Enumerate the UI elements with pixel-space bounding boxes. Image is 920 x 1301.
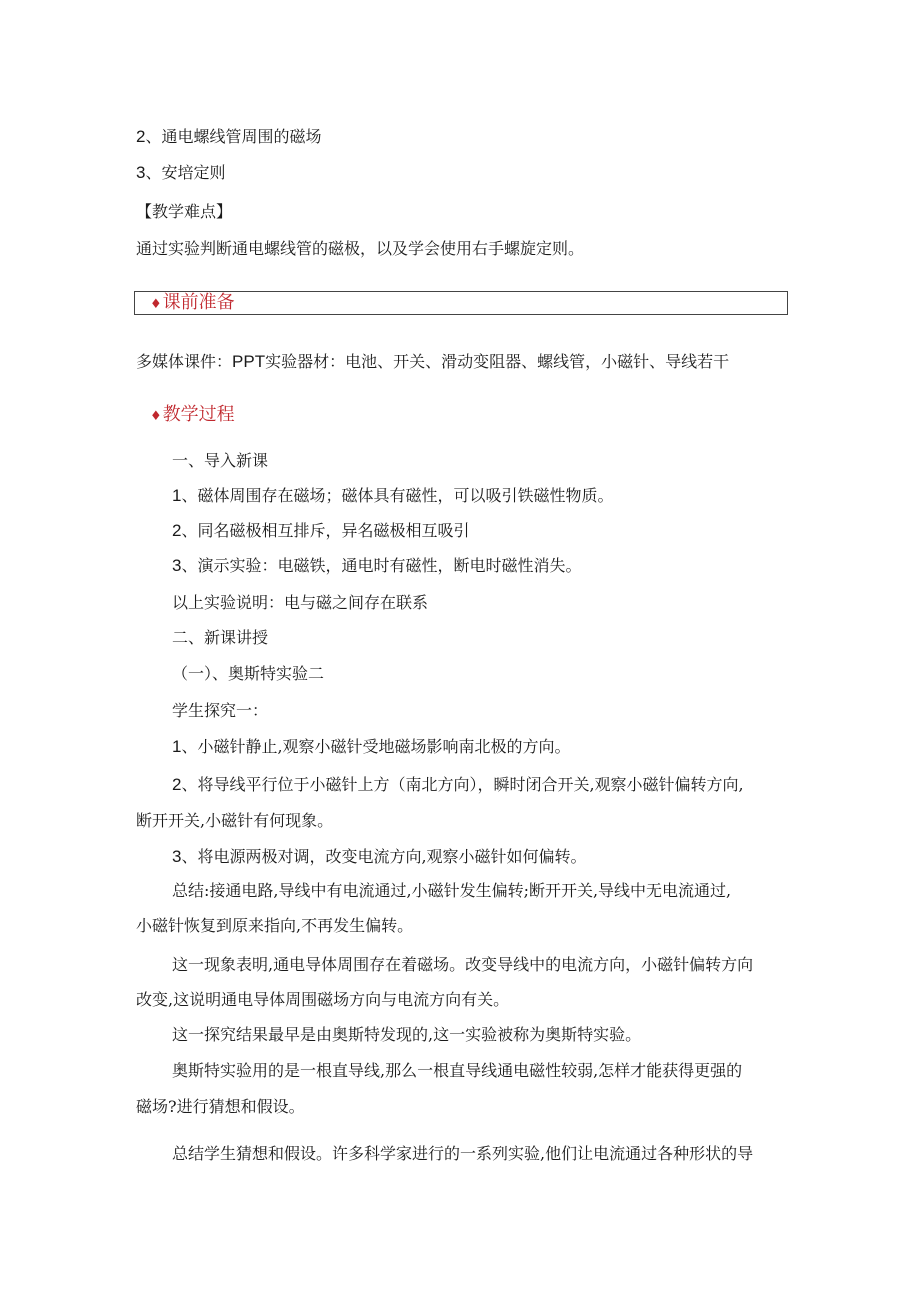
list-item: 3、演示实验：电磁铁，通电时有磁性，断电时磁性消失。 [172, 556, 582, 575]
paragraph-continuation: 改变,这说明通电导体周围磁场方向与电流方向有关。 [136, 990, 510, 1009]
list-item: 3、安培定则 [136, 163, 226, 182]
diamond-icon: ♦ [150, 297, 162, 312]
paragraph: 总结:接通电路,导线中有电流通过,小磁针发生偏转;断开开关,导线中无电流通过, [172, 881, 732, 900]
list-item: 2、通电螺线管周围的磁场 [136, 127, 322, 146]
list-item-continuation: 断开开关,小磁针有何现象。 [136, 811, 334, 830]
lecture-subheading: （一）、奥斯特实验二 [172, 664, 325, 683]
list-item: 2、同名磁极相互排斥，异名磁极相互吸引 [172, 521, 470, 540]
paragraph: 这一现象表明,通电导体周围存在着磁场。改变导线中的电流方向，小磁针偏转方向 [172, 955, 754, 974]
prep-section-title: ♦课前准备 [150, 292, 235, 313]
lecture-heading: 二、新课讲授 [172, 628, 269, 647]
diamond-icon: ♦ [150, 409, 162, 424]
difficulty-heading: 【教学难点】 [136, 202, 233, 221]
paragraph: 总结学生猜想和假设。许多科学家进行的一系列实验,他们让电流通过各种形状的导 [172, 1144, 754, 1163]
list-item: 1、小磁针静止,观察小磁针受地磁场影响南北极的方向。 [172, 737, 571, 756]
difficulty-text: 通过实验判断通电螺线管的磁极，以及学会使用右手螺旋定则。 [136, 239, 585, 258]
list-item: 1、磁体周围存在磁场；磁体具有磁性，可以吸引铁磁性物质。 [172, 486, 614, 505]
process-section-title: ♦教学过程 [150, 404, 235, 425]
list-item: 3、将电源两极对调，改变电流方向,观察小磁针如何偏转。 [172, 847, 587, 866]
intro-conclusion: 以上实验说明：电与磁之间存在联系 [172, 593, 429, 612]
paragraph-continuation: 小磁针恢复到原来指向,不再发生偏转。 [136, 916, 414, 935]
list-item: 2、将导线平行位于小磁针上方（南北方向），瞬时闭合开关,观察小磁针偏转方向, [172, 775, 744, 794]
paragraph: 这一探究结果最早是由奥斯特发现的,这一实验被称为奥斯特实验。 [172, 1025, 642, 1044]
explore-heading: 学生探究一： [172, 701, 269, 720]
paragraph-continuation: 磁场?进行猜想和假设。 [136, 1097, 305, 1116]
prep-content: 多媒体课件：PPT实验器材：电池、开关、滑动变阻器、螺线管，小磁针、导线若干 [136, 352, 730, 371]
intro-heading: 一、导入新课 [172, 451, 269, 470]
paragraph: 奥斯特实验用的是一根直导线,那么一根直导线通电磁性较弱,怎样才能获得更强的 [172, 1061, 743, 1080]
